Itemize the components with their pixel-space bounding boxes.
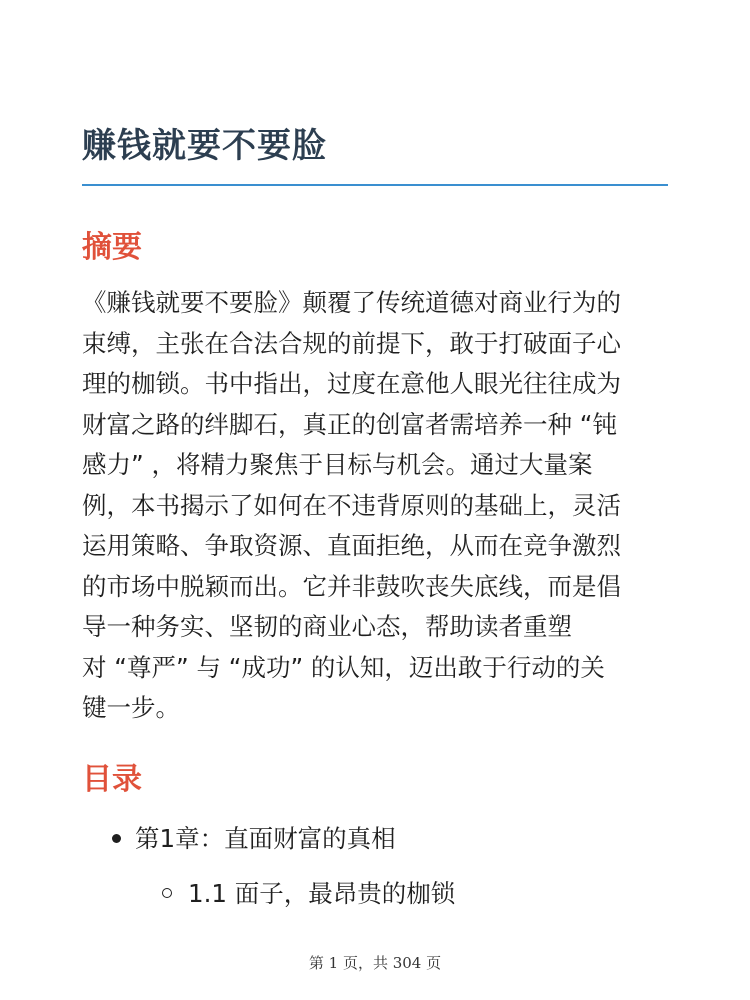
summary-line: 的市场中脱颖而出。它并非鼓吹丧失底线，而是倡 xyxy=(82,571,621,601)
summary-line: 对 “尊严” 与 “成功” 的认知，迈出敢于行动的关 xyxy=(82,652,605,682)
summary-heading: 摘要 xyxy=(82,230,142,265)
bullet-disc-icon xyxy=(112,834,121,843)
summary-line: 理的枷锁。书中指出，过度在意他人眼光往往成为 xyxy=(82,369,621,398)
page-number-footer: 第 1 页，共 304 页 xyxy=(308,954,442,972)
summary-line: 运用策略、争取资源、直面拒绝，从而在竞争激烈 xyxy=(82,531,621,560)
summary-line: 键一步。 xyxy=(82,693,180,722)
summary-line: 感力” ，将精力聚焦于目标与机会。通过大量案 xyxy=(82,450,593,479)
summary-line: 导一种务实、坚韧的商业心态，帮助读者重塑 xyxy=(82,612,572,641)
summary-paragraph xyxy=(82,283,672,729)
toc-item-chapter-1[interactable] xyxy=(112,820,396,855)
bullet-circle-icon xyxy=(162,888,172,898)
toc-item-label: 第1章：直面财富的真相 xyxy=(135,824,396,853)
summary-line: 财富之路的绊脚石，真正的创富者需培养一种 “钝 xyxy=(82,409,617,439)
book-title: 赚钱就要不要脸 xyxy=(82,126,327,166)
summary-line: 《赚钱就要不要脸》颠覆了传统道德对商业行为的 xyxy=(82,288,621,317)
summary-line: 例，本书揭示了如何在不违背原则的基础上，灵活 xyxy=(82,490,621,520)
toc-heading: 目录 xyxy=(82,762,142,797)
toc-item-section-1-1[interactable] xyxy=(162,875,455,910)
summary-line: 束缚，主张在合法合规的前提下，敢于打破面子心 xyxy=(82,328,621,358)
title-divider xyxy=(82,184,668,186)
toc-item-label: 1.1 面子，最昂贵的枷锁 xyxy=(188,879,456,908)
